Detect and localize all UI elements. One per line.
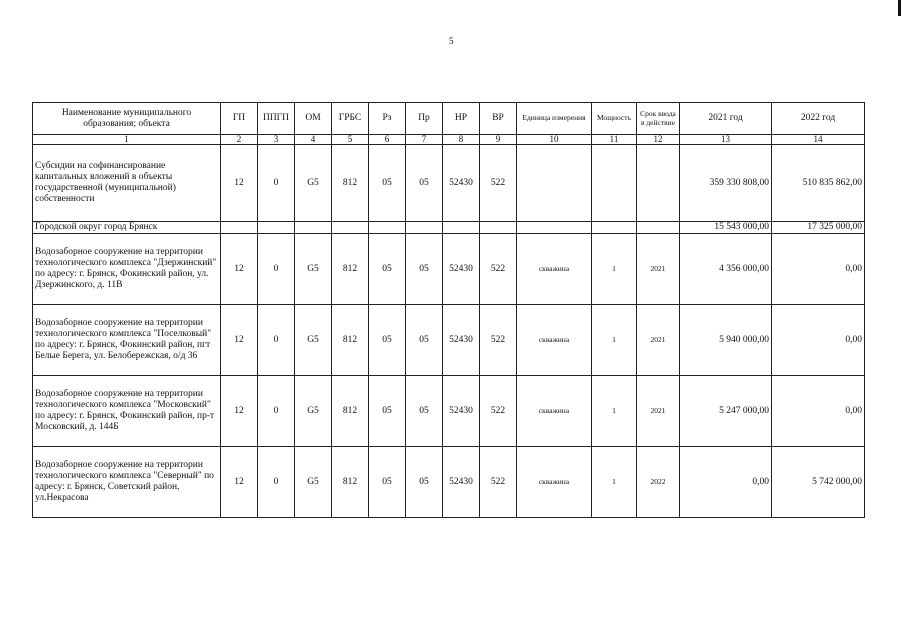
cell-vr: 522 (480, 447, 517, 518)
cell-pr (406, 222, 443, 234)
header-vr: ВР (480, 103, 517, 135)
cell-grbs: 812 (332, 305, 369, 376)
table-row (33, 305, 865, 376)
cell-pr: 05 (406, 447, 443, 518)
cell-year: 2021 (637, 376, 680, 447)
cell-om: G5 (295, 305, 332, 376)
cell-unit: скважина (517, 234, 592, 305)
cell-rz: 05 (369, 145, 406, 222)
table-row (33, 447, 865, 518)
row-name: Водозаборное сооружение на территории технологического комплекса "Северный" по адресу: г. Брянск, Советский район, ул.Некрасова (33, 447, 221, 518)
column-number: 3 (258, 135, 295, 145)
table-row (33, 222, 865, 234)
cell-ppgp: 0 (258, 447, 295, 518)
cell-2022: 510 835 862,00 (772, 145, 865, 222)
header-gp: ГП (221, 103, 258, 135)
cell-rz: 05 (369, 376, 406, 447)
column-number: 10 (517, 135, 592, 145)
header-name: Наименование муниципального образования; объекта (33, 103, 221, 135)
cell-ppgp: 0 (258, 145, 295, 222)
cell-nr: 52430 (443, 447, 480, 518)
cell-2022: 0,00 (772, 234, 865, 305)
column-number: 9 (480, 135, 517, 145)
cell-2022: 0,00 (772, 376, 865, 447)
column-number: 2 (221, 135, 258, 145)
scan-mark (898, 0, 901, 16)
header-unit: Единица измерения (517, 103, 592, 135)
cell-grbs: 812 (332, 234, 369, 305)
cell-2022: 17 325 000,00 (772, 222, 865, 234)
page-number: 5 (449, 36, 454, 46)
cell-year: 2021 (637, 305, 680, 376)
table-row (33, 376, 865, 447)
cell-unit (517, 222, 592, 234)
cell-gp: 12 (221, 376, 258, 447)
cell-gp: 12 (221, 305, 258, 376)
cell-capacity: 1 (592, 305, 637, 376)
cell-2021: 15 543 000,00 (680, 222, 772, 234)
cell-pr: 05 (406, 305, 443, 376)
cell-pr: 05 (406, 145, 443, 222)
cell-nr: 52430 (443, 145, 480, 222)
cell-om: G5 (295, 234, 332, 305)
row-name: Водозаборное сооружение на территории технологического комплекса "Поселковый" по адресу: г. Брянск, Фокинский район, пгт Белые Берега, ул. Белобережская, о/д 36 (33, 305, 221, 376)
column-number: 6 (369, 135, 406, 145)
header-pr: Пр (406, 103, 443, 135)
cell-2022: 5 742 000,00 (772, 447, 865, 518)
column-number: 13 (680, 135, 772, 145)
cell-rz: 05 (369, 305, 406, 376)
cell-unit: скважина (517, 305, 592, 376)
cell-ppgp: 0 (258, 234, 295, 305)
cell-year (637, 222, 680, 234)
cell-2021: 0,00 (680, 447, 772, 518)
row-name: Городской округ город Брянск (33, 222, 221, 234)
header-grbs: ГРБС (332, 103, 369, 135)
cell-nr: 52430 (443, 376, 480, 447)
cell-ppgp: 0 (258, 305, 295, 376)
budget-table (32, 102, 865, 518)
cell-unit: скважина (517, 447, 592, 518)
cell-grbs: 812 (332, 447, 369, 518)
table-row (33, 145, 865, 222)
cell-om: G5 (295, 145, 332, 222)
cell-ppgp: 0 (258, 376, 295, 447)
cell-rz: 05 (369, 447, 406, 518)
header-2021: 2021 год (680, 103, 772, 135)
cell-pr: 05 (406, 376, 443, 447)
header-year: Срок ввода в действие (637, 103, 680, 135)
cell-nr (443, 222, 480, 234)
header-row (33, 103, 865, 135)
header-ppgp: ППГП (258, 103, 295, 135)
cell-grbs (332, 222, 369, 234)
header-nr: НР (443, 103, 480, 135)
column-number: 5 (332, 135, 369, 145)
row-name: Водозаборное сооружение на территории технологического комплекса "Дзержинский" по адресу: г. Брянск, Фокинский район, ул. Дзержинского, д. 11В (33, 234, 221, 305)
cell-pr: 05 (406, 234, 443, 305)
column-number: 7 (406, 135, 443, 145)
cell-rz: 05 (369, 234, 406, 305)
header-capacity: Мощность (592, 103, 637, 135)
cell-year (637, 145, 680, 222)
cell-2021: 5 247 000,00 (680, 376, 772, 447)
cell-vr (480, 222, 517, 234)
header-rz: Рз (369, 103, 406, 135)
cell-unit: скважина (517, 376, 592, 447)
table-row (33, 234, 865, 305)
column-number: 4 (295, 135, 332, 145)
cell-capacity: 1 (592, 447, 637, 518)
column-number: 14 (772, 135, 865, 145)
cell-capacity: 1 (592, 234, 637, 305)
cell-gp (221, 222, 258, 234)
cell-ppgp (258, 222, 295, 234)
cell-grbs: 812 (332, 145, 369, 222)
cell-grbs: 812 (332, 376, 369, 447)
cell-om: G5 (295, 447, 332, 518)
cell-vr: 522 (480, 234, 517, 305)
cell-2021: 4 356 000,00 (680, 234, 772, 305)
cell-unit (517, 145, 592, 222)
cell-gp: 12 (221, 145, 258, 222)
column-number: 12 (637, 135, 680, 145)
column-number-row (33, 135, 865, 145)
row-name: Субсидии на софинансирование капитальных вложений в объекты государственной (муниципальной) собственности (33, 145, 221, 222)
cell-om: G5 (295, 376, 332, 447)
cell-vr: 522 (480, 145, 517, 222)
row-name: Водозаборное сооружение на территории технологического комплекса "Московский" по адресу: г. Брянск, Фокинский район, пр-т Московский, д. 144Б (33, 376, 221, 447)
cell-capacity: 1 (592, 376, 637, 447)
cell-year: 2022 (637, 447, 680, 518)
cell-vr: 522 (480, 305, 517, 376)
cell-gp: 12 (221, 447, 258, 518)
cell-capacity (592, 145, 637, 222)
column-number: 8 (443, 135, 480, 145)
column-number: 1 (33, 135, 221, 145)
cell-2022: 0,00 (772, 305, 865, 376)
cell-vr: 522 (480, 376, 517, 447)
cell-2021: 5 940 000,00 (680, 305, 772, 376)
cell-gp: 12 (221, 234, 258, 305)
cell-2021: 359 330 808,00 (680, 145, 772, 222)
cell-capacity (592, 222, 637, 234)
column-number: 11 (592, 135, 637, 145)
cell-rz (369, 222, 406, 234)
cell-om (295, 222, 332, 234)
header-2022: 2022 год (772, 103, 865, 135)
cell-year: 2021 (637, 234, 680, 305)
cell-nr: 52430 (443, 234, 480, 305)
header-om: ОМ (295, 103, 332, 135)
cell-nr: 52430 (443, 305, 480, 376)
